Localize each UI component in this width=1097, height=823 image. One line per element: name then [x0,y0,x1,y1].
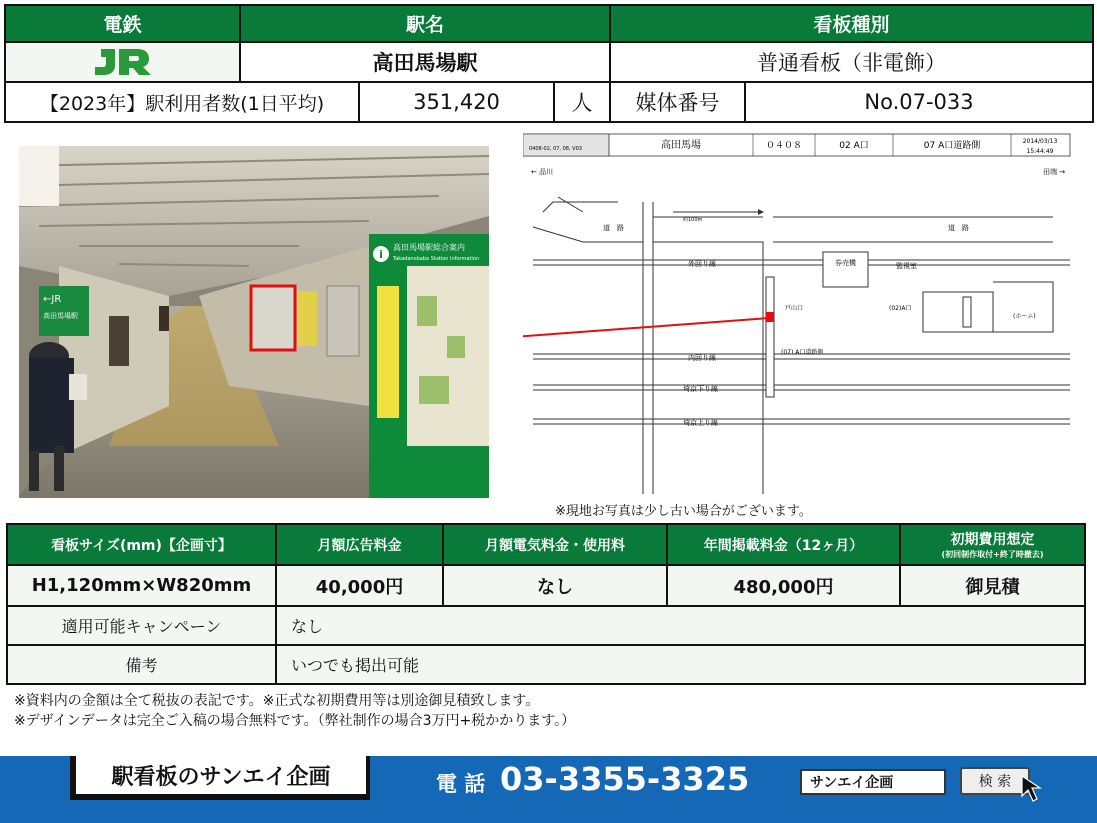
company-name[interactable]: 駅看板のサンエイ企画 [76,756,366,794]
svg-text:高田馬場駅総合案内: 高田馬場駅総合案内 [393,243,465,252]
svg-text:i: i [379,248,383,261]
svg-text:監視室: 監視室 [896,262,917,270]
ridership-unit: 人 [553,81,611,123]
svg-text:外回り線: 外回り線 [688,260,716,268]
svg-text:高田馬場: 高田馬場 [661,140,701,151]
note-1: ※資料内の金額は全て税抜の表記です。※正式な初期費用等は別途御見積致します。 [14,693,540,709]
svg-text:高田馬場駅: 高田馬場駅 [43,312,78,320]
svg-text:内回り線: 内回り線 [688,354,716,362]
footer-banner [0,756,1097,823]
cursor-icon [1020,774,1046,804]
jr-logo-icon [93,47,153,77]
station-photo [19,146,489,498]
campaign-value: なし [275,605,1086,646]
search-input[interactable]: サンエイ企画 [800,769,946,795]
header-station: 駅名 [239,4,611,43]
electric-fee-value: なし [442,564,668,607]
tel-number[interactable]: 03-3355-3325 [500,760,750,798]
svg-text:Takadanobaba Station Informati: Takadanobaba Station Information [393,256,480,262]
initial-cost-note: (初回制作取付+終了時撤去) [941,550,1044,559]
media-label: 媒体番号 [609,81,746,123]
annual-fee-value: 480,000円 [666,564,901,607]
sign-type: 普通看板（非電飾） [609,41,1094,83]
size-header: 看板サイズ(mm)【企画寸】 [6,523,277,566]
svg-text:(07) A口道路側: (07) A口道路側 [781,349,824,356]
media-number: No.07-033 [744,81,1094,123]
svg-text:券売機: 券売機 [835,259,856,267]
photo-note: ※現地お写真は少し古い場合がございます。 [555,504,812,519]
annual-fee-header: 年間掲載料金（12ヶ月） [666,523,901,566]
tel-label: 電 話 [436,772,486,796]
svg-text:道 路: 道 路 [603,224,624,232]
svg-text:田端 →: 田端 → [1043,168,1066,176]
initial-cost-header [899,523,1086,566]
svg-text:←JR: ←JR [43,294,62,305]
svg-text:2014/03/13: 2014/03/13 [1022,138,1058,145]
svg-text:(ホーム): (ホーム) [1013,313,1036,320]
ridership-label: 【2023年】駅利用者数(1日平均) [4,81,360,123]
electric-fee-header: 月額電気料金・使用料 [442,523,668,566]
size-value: H1,120mm×W820mm [6,564,277,607]
header-railway: 電鉄 [4,4,241,43]
svg-text:約100m: 約100m [683,217,703,223]
jr-logo-cell [4,41,241,83]
svg-text:埼京上り線: 埼京上り線 [683,419,718,427]
initial-cost-title: 初期費用想定 [950,532,1035,548]
remarks-value: いつでも掲出可能 [275,644,1086,685]
remarks-label: 備考 [6,644,277,685]
svg-text:02 A口: 02 A口 [839,141,869,151]
svg-text:道 路: 道 路 [948,224,969,232]
svg-text:15:44:49: 15:44:49 [1026,148,1054,155]
station-name: 高田馬場駅 [239,41,611,83]
header-sign-type: 看板種別 [609,4,1094,43]
search-button[interactable]: 検 索 [960,767,1030,795]
station-map [523,132,1080,494]
note-2: ※デザインデータは完全ご入稿の場合無料です。（弊社制作の場合3万円+税かかります。） [14,713,576,729]
initial-cost-value: 御見積 [899,564,1086,607]
svg-text:07 A口道路側: 07 A口道路側 [923,141,981,151]
monthly-fee-header: 月額広告料金 [275,523,444,566]
ridership-value: 351,420 [358,81,555,123]
svg-text:0408-02, 07, 08, V03: 0408-02, 07, 08, V03 [529,146,582,152]
svg-text:埼京下り線: 埼京下り線 [683,385,718,393]
svg-text:← 品川: ← 品川 [531,168,554,176]
svg-text:０４０８: ０４０８ [765,141,803,151]
monthly-fee-value: 40,000円 [275,564,444,607]
svg-text:(02)A口: (02)A口 [889,305,912,312]
campaign-label: 適用可能キャンペーン [6,605,277,646]
svg-text:戸山口: 戸山口 [785,305,804,312]
